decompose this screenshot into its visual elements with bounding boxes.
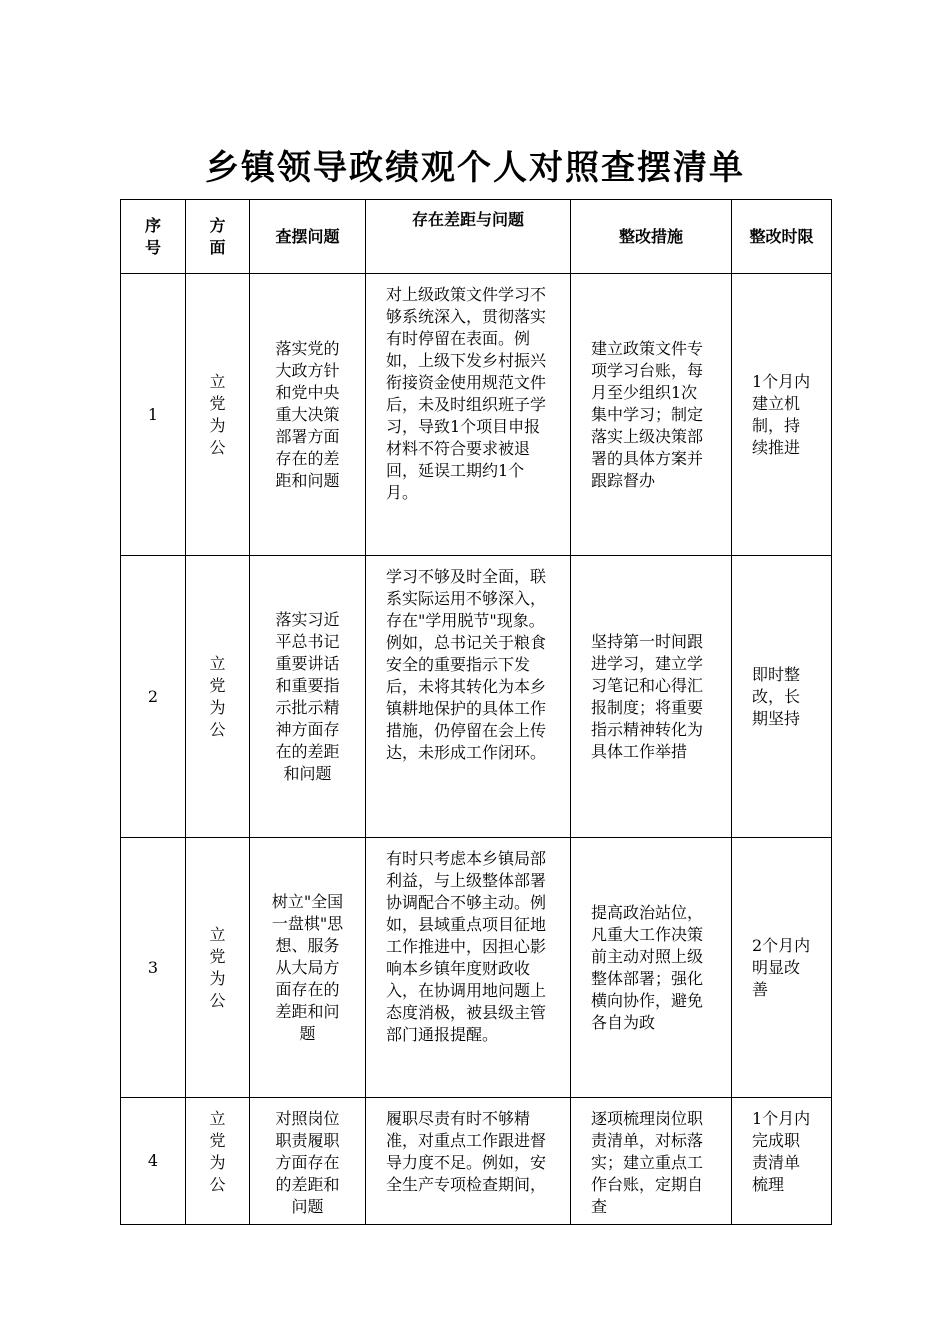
header-index: 序号 — [121, 200, 186, 274]
page-title: 乡镇领导政绩观个人对照查摆清单 — [205, 148, 745, 188]
row-deadline: 即时整改，长期坚持 — [732, 556, 832, 838]
table-row — [121, 556, 832, 838]
row-index: 2 — [121, 556, 186, 838]
table-row — [121, 274, 832, 556]
row-issue: 落实习近平总书记重要讲话和重要指示批示精神方面存在的差距和问题 — [250, 556, 366, 838]
header-row — [121, 200, 832, 274]
row-aspect: 立党为公 — [186, 274, 250, 556]
row-gap: 学习不够及时全面，联系实际运用不够深入，存在"学用脱节"现象。例如，总书记关于粮食安全的重要指示下发后，未将其转化为本乡镇耕地保护的具体工作措施，仍停留在会上传达，未形成工作闭环。 — [366, 556, 571, 838]
header-aspect: 方面 — [186, 200, 250, 274]
row-aspect: 立党为公 — [186, 838, 250, 1098]
header-gap: 存在差距与问题 — [366, 200, 571, 274]
row-gap: 有时只考虑本乡镇局部利益，与上级整体部署协调配合不够主动。例如，县域重点项目征地工作推进中，因担心影响本乡镇年度财政收入，在协调用地问题上态度消极，被县级主管部门通报提醒。 — [366, 838, 571, 1098]
header-measure: 整改措施 — [571, 200, 732, 274]
row-issue: 对照岗位职责履职方面存在的差距和问题 — [250, 1098, 366, 1225]
row-measure: 坚持第一时间跟进学习，建立学习笔记和心得汇报制度；将重要指示精神转化为具体工作举措 — [571, 556, 732, 838]
row-measure: 提高政治站位，凡重大工作决策前主动对照上级整体部署；强化横向协作，避免各自为政 — [571, 838, 732, 1098]
row-deadline: 2个月内明显改善 — [732, 838, 832, 1098]
row-issue: 落实党的大政方针和党中央重大决策部署方面存在的差距和问题 — [250, 274, 366, 556]
row-measure: 建立政策文件专项学习台账，每月至少组织1次集中学习；制定落实上级决策部署的具体方案并跟踪督办 — [571, 274, 732, 556]
table-row — [121, 1098, 832, 1225]
row-gap: 履职尽责有时不够精准，对重点工作跟进督导力度不足。例如，安全生产专项检查期间， — [366, 1098, 571, 1225]
row-aspect: 立党为公 — [186, 556, 250, 838]
checklist-table — [120, 199, 832, 1225]
header-deadline: 整改时限 — [732, 200, 832, 274]
row-issue: 树立"全国一盘棋"思想、服务从大局方面存在的差距和问题 — [250, 838, 366, 1098]
row-deadline: 1个月内完成职责清单梳理 — [732, 1098, 832, 1225]
table-row — [121, 838, 832, 1098]
row-index: 1 — [121, 274, 186, 556]
header-issue: 查摆问题 — [250, 200, 366, 274]
row-aspect: 立党为公 — [186, 1098, 250, 1225]
row-index: 3 — [121, 838, 186, 1098]
row-measure: 逐项梳理岗位职责清单，对标落实；建立重点工作台账，定期自查 — [571, 1098, 732, 1225]
row-index: 4 — [121, 1098, 186, 1225]
row-gap: 对上级政策文件学习不够系统深入，贯彻落实有时停留在表面。例如，上级下发乡村振兴衔接资金使用规范文件后，未及时组织班子学习，导致1个项目申报材料不符合要求被退回，延误工期约1个月。 — [366, 274, 571, 556]
row-deadline: 1个月内建立机制，持续推进 — [732, 274, 832, 556]
